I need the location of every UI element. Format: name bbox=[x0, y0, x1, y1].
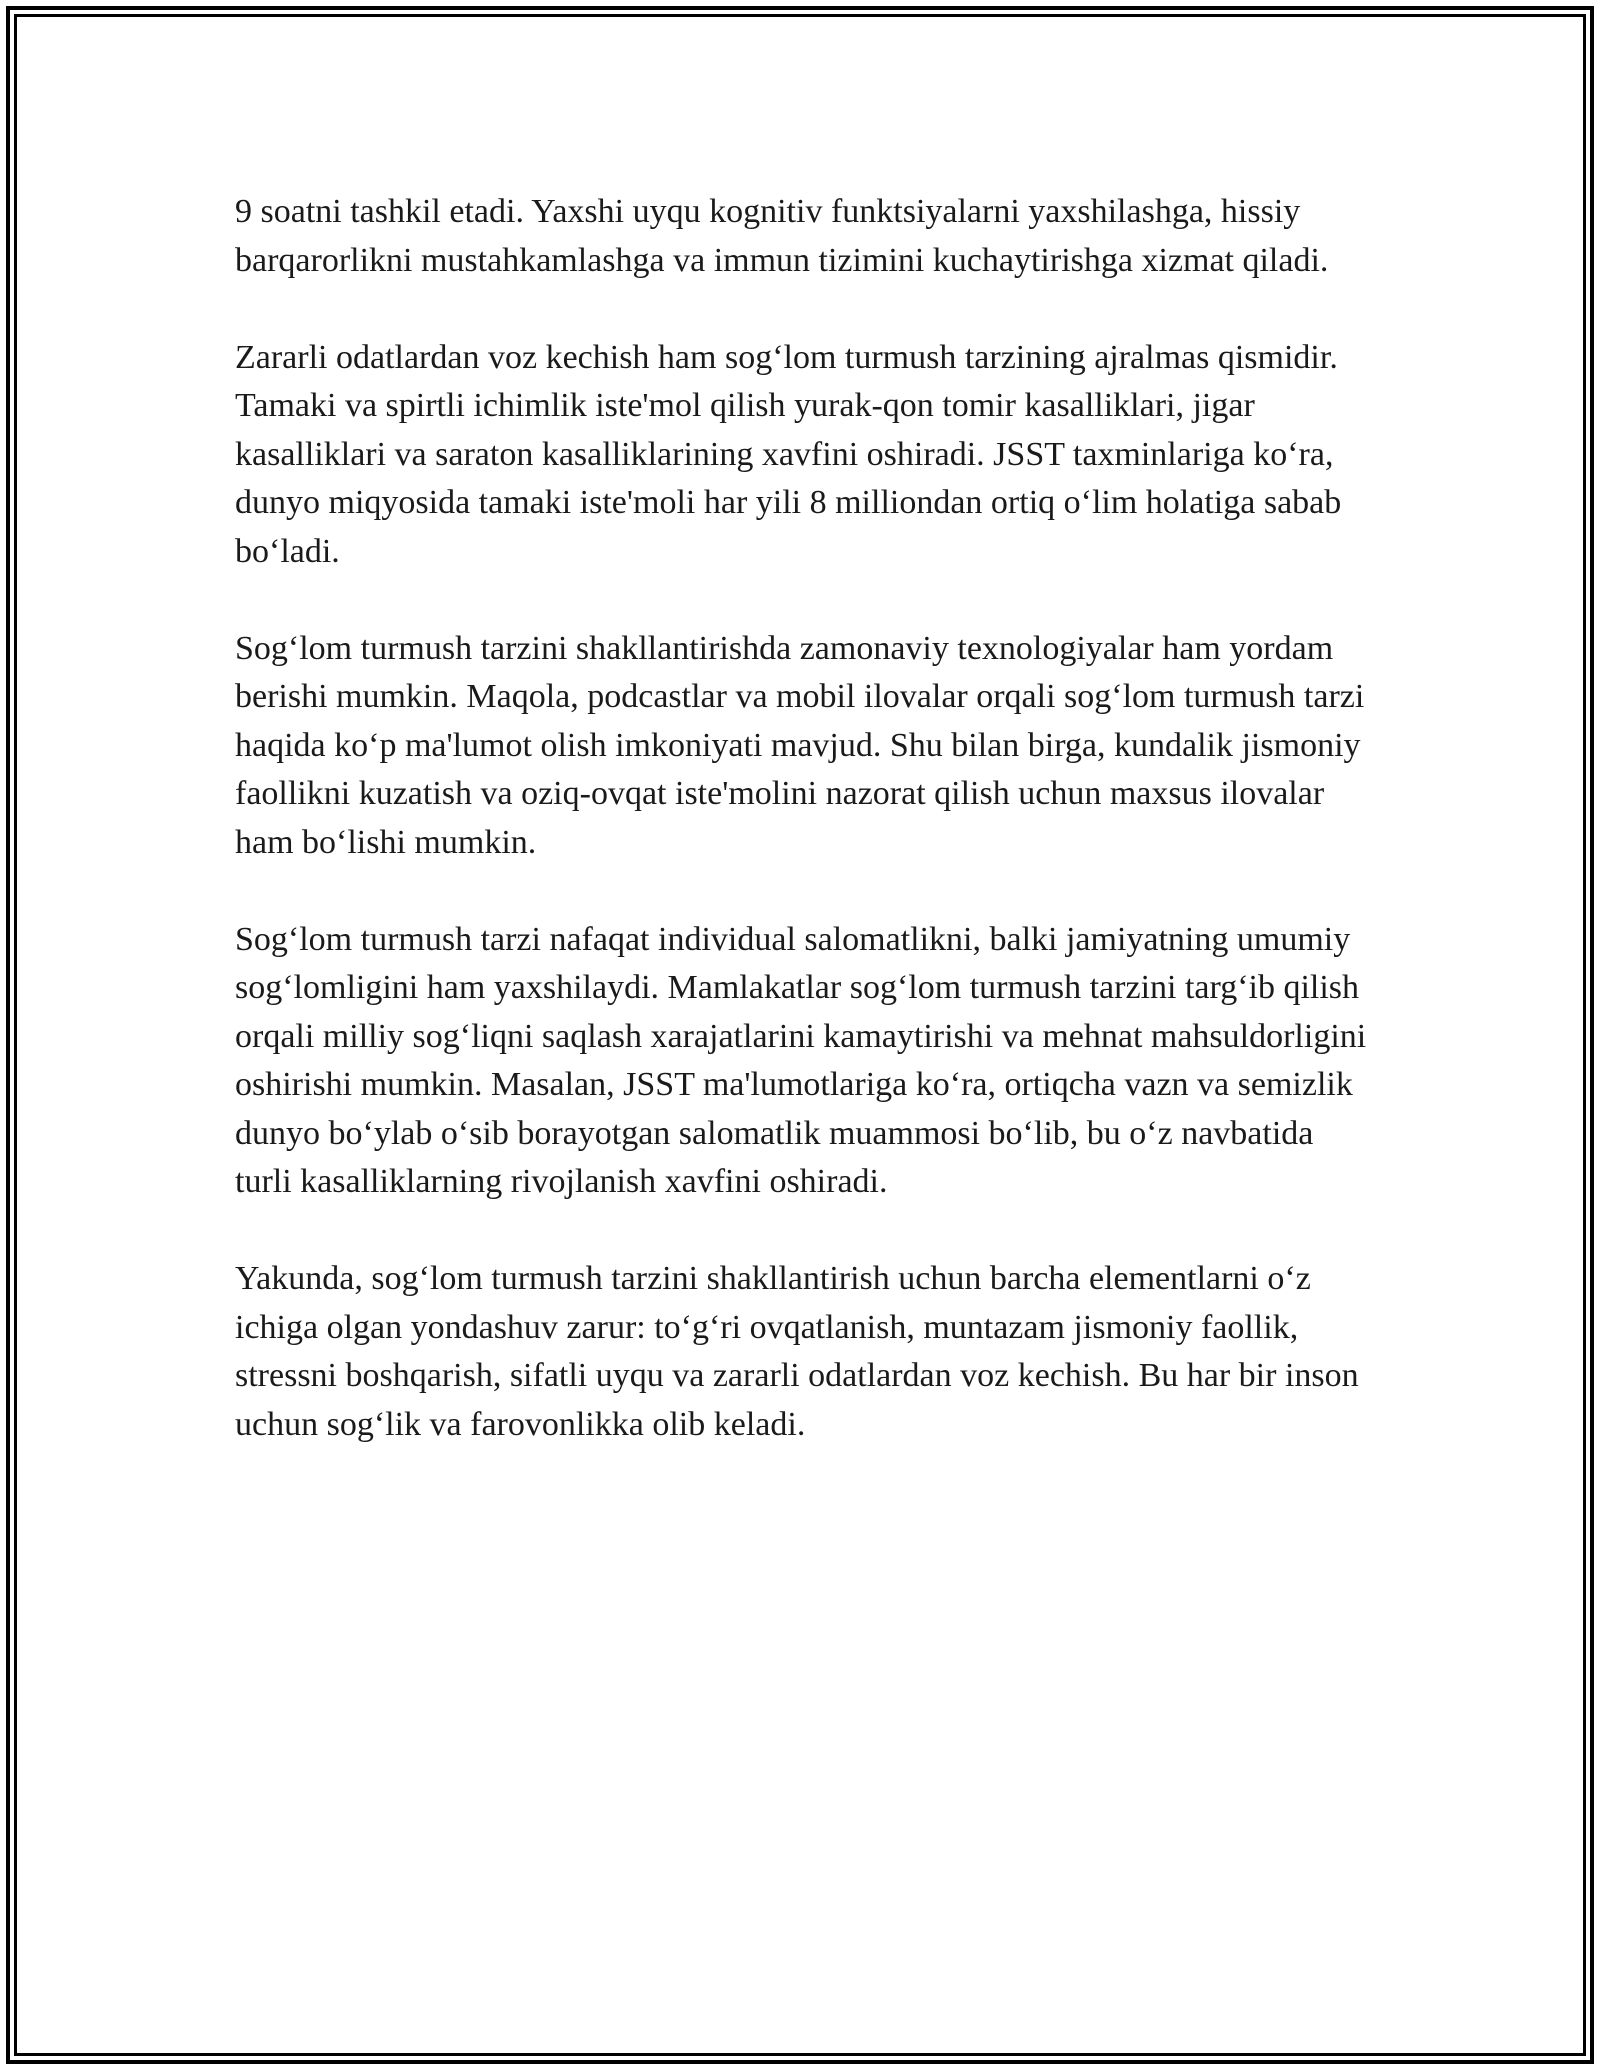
paragraph-harmful-habits: Zararli odatlardan voz kechish ham sog‘lom turmush tarzining ajralmas qismidir. Tamaki va spirtli ichimlik iste'mol qilish yurak-qon tomir kasalliklari, jigar kasalliklari va saraton kasalliklarining xavfini oshiradi. JSST taxminlariga ko‘ra, dunyo miqyosida tamaki iste'moli har yili 8 milliondan ortiq o‘lim holatiga sabab bo‘ladi. bbox=[235, 338, 1342, 570]
paragraph-conclusion: Yakunda, sog‘lom turmush tarzini shakllantirish uchun barcha elementlarni o‘z ichiga olgan yondashuv zarur: to‘g‘ri ovqatlanish, muntazam jismoniy faollik, stressni boshqarish, sifatli uyqu va zararli odatlardan voz kechish. Bu har bir inson uchun sog‘lik va farovonlikka olib keladi. bbox=[235, 1260, 1359, 1443]
document-body bbox=[235, 188, 1375, 1498]
paragraph-society: Sog‘lom turmush tarzi nafaqat individual salomatlikni, balki jamiyatning umumiy sog‘lomligini ham yaxshilaydi. Mamlakatlar sog‘lom turmush tarzini targ‘ib qilish orqali milliy sog‘liqni saqlash xarajatlarini kamaytirishi va mehnat mahsuldorligini oshirishi mumkin. Masalan, JSST ma'lumotlariga ko‘ra, ortiqcha vazn va semizlik dunyo bo‘ylab o‘sib borayotgan salomatlik muammosi bo‘lib, bu o‘z navbatida turli kasalliklarning rivojlanish xavfini oshiradi. bbox=[235, 920, 1367, 1200]
paragraph-sleep: 9 soatni tashkil etadi. Yaxshi uyqu kognitiv funktsiyalarni yaxshilashga, hissiy barqarorlikni mustahkamlashga va immun tizimini kuchaytirishga xizmat qiladi. bbox=[235, 193, 1329, 279]
paragraph-technology: Sog‘lom turmush tarzini shakllantirishda zamonaviy texnologiyalar ham yordam berishi mumkin. Maqola, podcastlar va mobil ilovalar orqali sog‘lom turmush tarzi haqida ko‘p ma'lumot olish imkoniyati mavjud. Shu bilan birga, kundalik jismoniy faollikni kuzatish va oziq-ovqat iste'molini nazorat qilish uchun maxsus ilovalar ham bo‘lishi mumkin. bbox=[235, 629, 1365, 861]
